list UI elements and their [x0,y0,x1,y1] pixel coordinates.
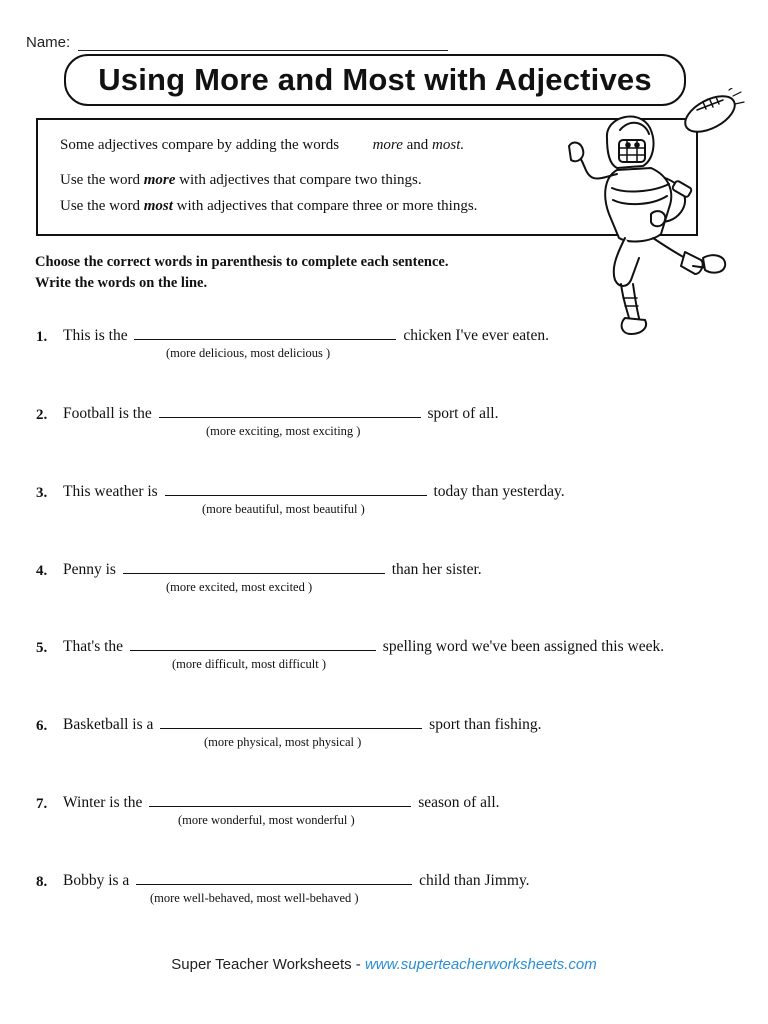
instructions-line-1: Choose the correct words in parenthesis to complete each sentence. [35,254,449,270]
question-sentence [63,405,498,423]
question-sentence [63,716,542,734]
footer [0,956,768,973]
page-title: Using More and Most with Adjectives [98,62,652,97]
question-sentence [63,561,482,579]
footer-brand: Super Teacher Worksheets - [171,956,361,973]
question-1 [36,329,726,369]
answer-blank[interactable] [165,483,427,496]
question-post: chicken I've ever eaten. [403,327,549,344]
question-sentence [63,872,530,890]
question-number: 2. [36,407,48,423]
question-post: spelling word we've been assigned this week. [382,638,665,655]
question-post: season of all. [418,794,500,811]
question-post: sport than fishing. [429,716,542,733]
answer-choices: (more well-behaved, most well-behaved ) [150,891,359,905]
intro-line-2-pre: Use the word [60,172,140,188]
instructions-line-2: Write the words on the line. [35,275,208,291]
answer-choices: (more beautiful, most beautiful ) [202,502,365,516]
question-pre: Basketball is a [63,716,154,733]
answer-choices: (more wonderful, most wonderful ) [178,813,355,827]
question-post: today than yesterday. [433,483,565,500]
intro-line-1 [60,137,464,154]
word-and: and [406,137,429,153]
question-number: 3. [36,485,48,501]
answer-blank[interactable] [160,716,422,729]
intro-line-1-text: Some adjectives compare by adding the words [60,137,340,153]
question-7 [36,796,726,836]
question-8 [36,874,726,914]
question-pre: This is the [63,327,128,344]
instructions [35,252,448,294]
intro-line-3 [60,198,477,215]
word-more: more [372,137,403,153]
name-field [26,34,70,51]
question-4 [36,563,726,603]
answer-blank[interactable] [159,405,421,418]
answer-blank[interactable] [149,794,411,807]
intro-line-3-post: with adjectives that compare three or more things. [176,198,478,214]
answer-choices: (more difficult, most difficult ) [172,657,327,671]
question-2 [36,407,726,447]
question-pre: This weather is [63,483,158,500]
intro-line-3-word: most [143,198,173,214]
answer-choices: (more delicious, most delicious ) [166,346,331,360]
intro-line-2-word: more [143,172,176,188]
question-post: child than Jimmy. [419,872,530,889]
answer-choices: (more physical, most physical ) [204,735,362,749]
answer-blank[interactable] [123,561,385,574]
question-pre: That's the [63,638,124,655]
question-3 [36,485,726,525]
football-player-icon [565,88,745,338]
intro-line-3-pre: Use the word [60,198,140,214]
question-pre: Penny is [63,561,116,578]
footer-link[interactable]: www.superteacherworksheets.com [364,956,597,973]
word-most: most. [432,137,465,153]
question-5 [36,640,726,680]
name-label: Name: [26,34,71,51]
answer-choices: (more exciting, most exciting ) [206,424,361,438]
question-6 [36,718,726,758]
question-sentence [63,483,565,501]
question-post: sport of all. [427,405,499,422]
answer-blank[interactable] [136,872,412,885]
question-number: 7. [36,796,48,812]
intro-line-2 [60,172,422,189]
answer-blank[interactable] [130,638,376,651]
answer-choices: (more excited, most excited ) [166,580,313,594]
intro-line-2-post: with adjectives that compare two things. [179,172,422,188]
question-number: 1. [36,329,48,345]
question-number: 8. [36,874,48,890]
question-sentence [63,638,664,656]
name-line[interactable] [78,50,448,51]
question-number: 5. [36,640,48,656]
question-number: 6. [36,718,48,734]
question-sentence [63,794,500,812]
question-number: 4. [36,563,48,579]
question-post: than her sister. [391,561,482,578]
question-pre: Winter is the [63,794,143,811]
question-pre: Bobby is a [63,872,130,889]
question-pre: Football is the [63,405,152,422]
question-sentence [63,327,549,345]
answer-blank[interactable] [134,327,396,340]
